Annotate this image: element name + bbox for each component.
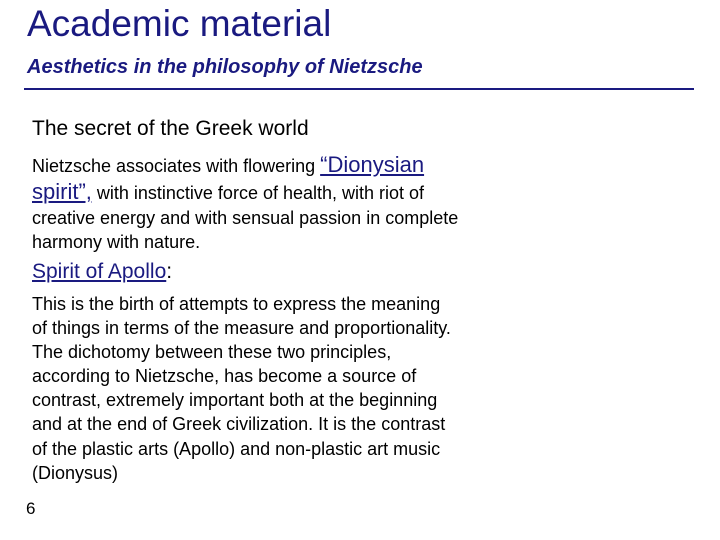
- paragraph-line-1: [32, 152, 532, 179]
- apollo-body: [32, 292, 512, 485]
- body-line: contrast, extremely important both at the beginning: [32, 390, 438, 411]
- body-line: of things in terms of the measure and proportionality.: [32, 318, 451, 339]
- paragraph-text: Nietzsche associates with flowering: [32, 156, 321, 176]
- body-line: of the plastic arts (Apollo) and non-plastic art music: [32, 438, 441, 459]
- slide-subtitle: Aesthetics in the philosophy of Nietzsche: [27, 56, 423, 78]
- paragraph-dionysian: [32, 152, 532, 254]
- body-line: and at the end of Greek civilization. It is the contrast: [32, 414, 446, 435]
- apollo-heading: [32, 258, 172, 286]
- dionysian-link-continued[interactable]: spirit”,: [32, 179, 92, 204]
- page-number: 6: [26, 499, 36, 518]
- apollo-link[interactable]: Spirit of Apollo: [32, 260, 167, 283]
- paragraph-line-4: harmony with nature.: [32, 232, 201, 252]
- paragraph-line-2: [32, 179, 532, 206]
- title-divider: [24, 88, 694, 90]
- section-heading: The secret of the Greek world: [32, 117, 309, 140]
- apollo-colon: :: [166, 260, 173, 283]
- body-line: (Dionysus): [32, 462, 119, 483]
- dionysian-link[interactable]: “Dionysian: [320, 152, 425, 177]
- paragraph-line-3: creative energy and with sensual passion in complete: [32, 208, 459, 228]
- body-line: This is the birth of attempts to express the meaning: [32, 294, 441, 314]
- paragraph-text: with instinctive force of health, with riot of: [91, 183, 425, 203]
- slide-title: Academic material: [27, 3, 332, 44]
- body-line: The dichotomy between these two principles,: [32, 342, 392, 363]
- body-line: according to Nietzsche, has become a source of: [32, 366, 417, 387]
